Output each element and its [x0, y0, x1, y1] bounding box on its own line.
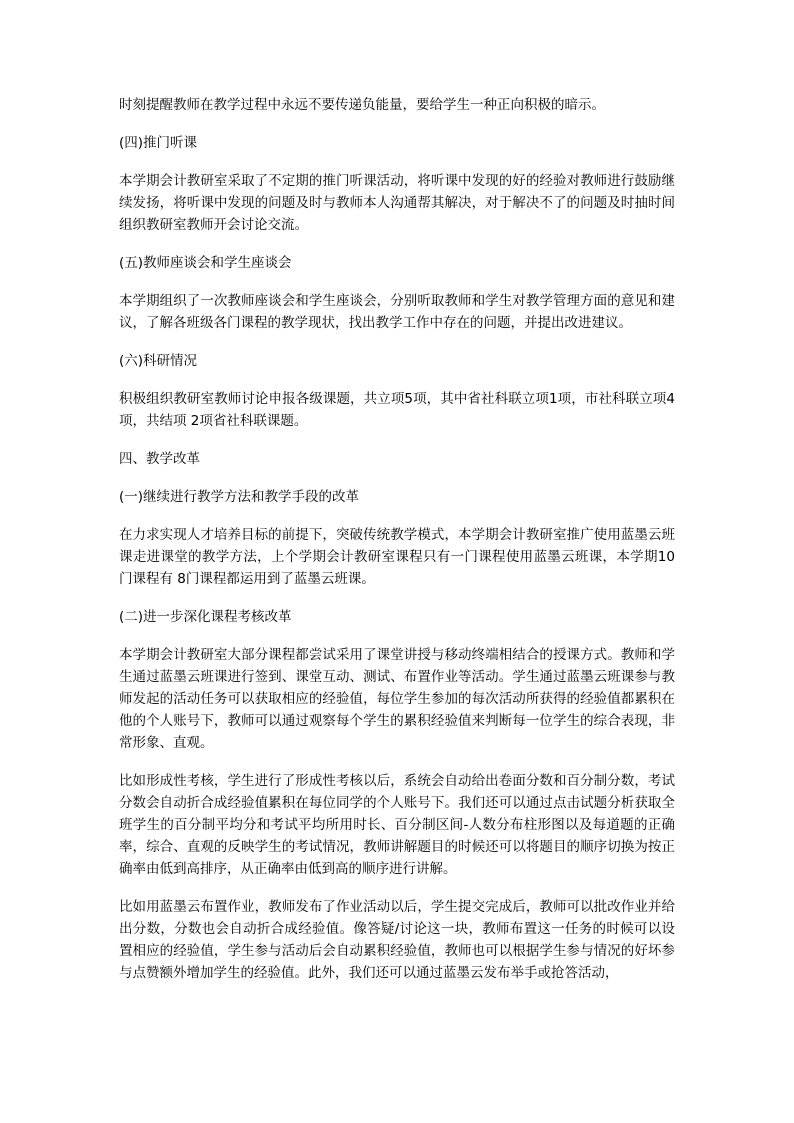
section-heading: (六)科研情况	[119, 353, 198, 369]
paragraph: 本学期组织了一次教师座谈会和学生座谈会，分别听取教师和学生对教学管理方面的意见和建议，了解各班级各门课程的教学现状，找出教学工作中存在的问题，并提出改进建议。	[119, 293, 675, 331]
section-heading: (一)继续进行教学方法和教学手段的改革	[119, 489, 360, 505]
document-page	[119, 94, 675, 1000]
paragraph: 在力求实现人才培养目标的前提下，突破传统教学模式，本学期会计教研室推广使用蓝墨云班课走进课堂的教学方法，上个学期会计教研室课程只有一门课程使用蓝墨云班课，本学期10门课程有 8门课程都运用到了蓝墨云班课。	[119, 527, 675, 587]
paragraph: 积极组织教研室教师讨论申报各级课题，共立项5项，其中省社科联立项1项，市社科联立项4项，共结项 2项省社科联课题。	[119, 391, 675, 429]
paragraph: 比如用蓝墨云布置作业，教师发布了作业活动以后，学生提交完成后，教师可以批改作业并给出分数，分数也会自动折合成经验值。像答疑/讨论这一块，教师布置这一任务的时候可以设置相应的经验值，学生参与活动后会自动累积经验值，教师也可以根据学生参与情况的好坏参与点赞额外增加学生的经验值。此外，我们还可以通过蓝墨云发布举手或抢答活动，	[119, 899, 675, 981]
paragraph: 比如形成性考核，学生进行了形成性考核以后，系统会自动给出卷面分数和百分制分数，考试分数会自动折合成经验值累积在每位同学的个人账号下。我们还可以通过点击试题分析获取全班学生的百分制平均分和考试平均所用时长、百分制区间-人数分布柱形图以及每道题的正确率，综合、直观的反映学生的考试情况，教师讲解题目的时候还可以将题目的顺序切换为按正确率由低到高排序，从正确率由低到高的顺序进行讲解。	[119, 773, 675, 877]
paragraph: 时刻提醒教师在教学过程中永远不要传递负能量，要给学生一种正向积极的暗示。	[119, 97, 605, 113]
section-heading: (四)推门听课	[119, 135, 198, 151]
chapter-heading: 四、教学改革	[119, 451, 200, 467]
paragraph: 本学期会计教研室大部分课程都尝试采用了课堂讲授与移动终端相结合的授课方式。教师和学生通过蓝墨云班课进行签到、课堂互动、测试、布置作业等活动。学生通过蓝墨云班课参与教师发起的活动任务可以获取相应的经验值，每位学生参加的每次活动所获得的经验值都累积在他的个人账号下，教师可以通过观察每个学生的累积经验值来判断每一位学生的综合表现，非常形象、直观。	[119, 647, 675, 751]
paragraph: 本学期会计教研室采取了不定期的推门听课活动，将听课中发现的好的经验对教师进行鼓励继续发扬，将听课中发现的问题及时与教师本人沟通帮其解决，对于解决不了的问题及时抽时间组织教研室教师开会讨论交流。	[119, 173, 675, 233]
section-heading: (五)教师座谈会和学生座谈会	[119, 255, 292, 271]
section-heading: (二)进一步深化课程考核改革	[119, 609, 292, 625]
